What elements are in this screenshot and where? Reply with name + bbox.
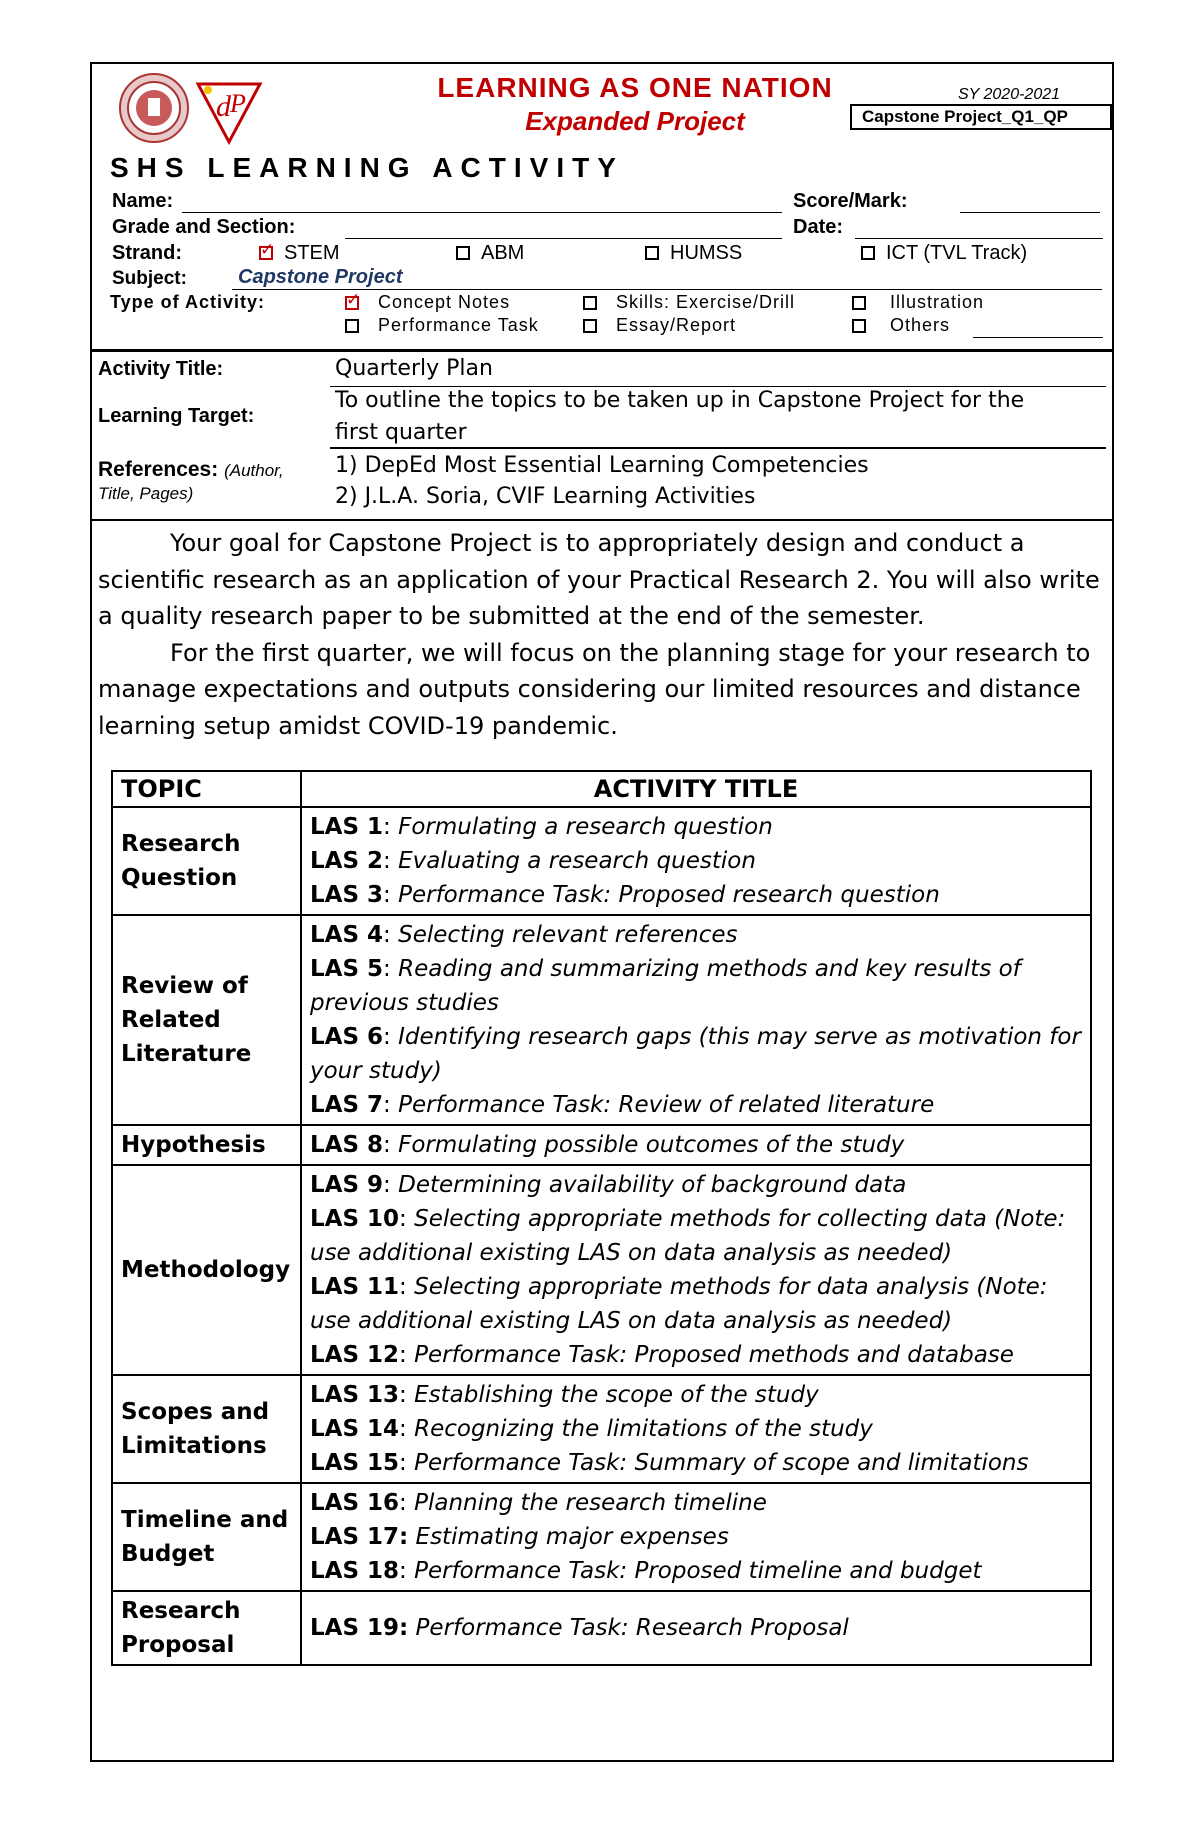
- las-description: Estimating major expenses: [415, 1524, 729, 1550]
- las-separator: :: [383, 922, 399, 948]
- type-others-label: Others: [890, 315, 951, 335]
- divider: [90, 349, 1114, 352]
- topic-cell: Research Proposal: [112, 1591, 301, 1665]
- sheet-title: SHS LEARNING ACTIVITY: [110, 152, 624, 183]
- las-number: LAS 16: [310, 1490, 400, 1516]
- type-essay-checkbox[interactable]: [583, 319, 597, 333]
- las-separator: :: [383, 814, 399, 840]
- las-description: Selecting relevant references: [398, 922, 738, 948]
- table-row: [112, 1483, 1091, 1591]
- references-note2: Title, Pages): [98, 484, 194, 503]
- activity-item: [310, 844, 1082, 878]
- type-concept-notes-label: Concept Notes: [378, 292, 511, 312]
- name-field[interactable]: [182, 212, 782, 213]
- type-performance-task-checkbox[interactable]: [345, 319, 359, 333]
- date-field[interactable]: [855, 238, 1103, 239]
- las-number: LAS 18: [310, 1558, 400, 1584]
- las-number: LAS 3: [310, 882, 384, 908]
- quarterly-plan-table: [111, 770, 1092, 1666]
- subject-value: Capstone Project: [238, 266, 403, 288]
- table-row: [112, 1125, 1091, 1165]
- paragraph-1: Your goal for Capstone Project is to appropriately design and conduct a scientific research as an application of your Practical Research 2. You will also write a quality research paper to be submitted at the end of the semester.: [98, 529, 1100, 630]
- las-separator: :: [383, 1132, 399, 1158]
- las-separator: :: [399, 1490, 415, 1516]
- las-number: LAS 6: [310, 1024, 384, 1050]
- las-separator: :: [399, 1206, 415, 1232]
- activity-item: [310, 1446, 1082, 1480]
- activity-item: [310, 1202, 1082, 1270]
- type-skills-label: Skills: Exercise/Drill: [616, 292, 796, 312]
- svg-text:d: d: [216, 90, 231, 123]
- subject-label: Subject:: [112, 268, 187, 289]
- las-number: LAS 8: [310, 1132, 384, 1158]
- activity-cell: [301, 1483, 1091, 1591]
- las-description: Reading and summarizing methods and key results of previous studies: [310, 956, 1021, 1016]
- reference-2: 2) J.L.A. Soria, CVIF Learning Activities: [335, 484, 756, 509]
- activity-item: [310, 1486, 1082, 1520]
- activity-title-label: Activity Title:: [98, 358, 224, 380]
- strand-humss-checkbox[interactable]: [645, 246, 659, 260]
- body-text: [98, 525, 1103, 744]
- references-label: References:: [98, 458, 219, 481]
- type-others-checkbox[interactable]: [852, 319, 866, 333]
- las-description: Performance Task: Proposed methods and database: [414, 1342, 1014, 1368]
- reference-1: 1) DepEd Most Essential Learning Competencies: [335, 453, 869, 478]
- las-number: LAS 11: [310, 1274, 400, 1300]
- learning-target-line: [330, 447, 1106, 449]
- divider: [90, 519, 1114, 521]
- table-header-row: [112, 771, 1091, 807]
- activity-cell: [301, 1125, 1091, 1165]
- score-field[interactable]: [960, 212, 1100, 213]
- table-row: [112, 807, 1091, 915]
- las-description: Evaluating a research question: [398, 848, 756, 874]
- activity-item: [310, 918, 1082, 952]
- school-year: SY 2020-2021: [958, 86, 1061, 103]
- activity-item: [310, 1412, 1082, 1446]
- doc-code: Capstone Project_Q1_QP: [850, 104, 1112, 130]
- activity-item: [310, 1168, 1082, 1202]
- las-separator: :: [399, 1416, 415, 1442]
- name-label: Name:: [112, 190, 174, 212]
- activity-column-header: ACTIVITY TITLE: [301, 771, 1091, 807]
- las-separator: :: [383, 882, 399, 908]
- learning-target-line2: first quarter: [335, 420, 467, 445]
- type-concept-notes-checkbox[interactable]: [345, 296, 359, 310]
- las-description: Determining availability of background data: [398, 1172, 907, 1198]
- las-description: Performance Task: Proposed timeline and budget: [414, 1558, 982, 1584]
- type-essay-label: Essay/Report: [616, 315, 737, 335]
- strand-ict-label: ICT (TVL Track): [886, 242, 1028, 264]
- las-number: LAS 12: [310, 1342, 400, 1368]
- las-number: LAS 15: [310, 1450, 400, 1476]
- las-number: LAS 17:: [310, 1524, 409, 1550]
- activity-item: [310, 810, 1082, 844]
- las-number: LAS 4: [310, 922, 384, 948]
- activity-item: [310, 878, 1082, 912]
- las-description: Establishing the scope of the study: [414, 1382, 819, 1408]
- type-skills-checkbox[interactable]: [583, 296, 597, 310]
- activity-title-value: Quarterly Plan: [335, 356, 493, 381]
- activity-item: [310, 1128, 1082, 1162]
- score-label: Score/Mark:: [793, 190, 908, 212]
- las-separator: :: [383, 956, 399, 982]
- table-row: [112, 1165, 1091, 1375]
- las-separator: :: [399, 1558, 415, 1584]
- activity-cell: [301, 1165, 1091, 1375]
- strand-label: Strand:: [112, 242, 182, 264]
- activity-item: [310, 1520, 1082, 1554]
- activity-item: [310, 1378, 1082, 1412]
- las-description: Selecting appropriate methods for collecting data (Note: use additional existing LAS on data analysis as needed): [310, 1206, 1066, 1266]
- activity-type-label: Type of Activity:: [110, 292, 266, 312]
- topic-cell: Research Question: [112, 807, 301, 915]
- table-row: [112, 915, 1091, 1125]
- strand-stem-label: STEM: [284, 242, 340, 264]
- las-separator: [408, 1524, 415, 1550]
- deped-logo: [194, 76, 264, 146]
- topic-cell: Scopes and Limitations: [112, 1375, 301, 1483]
- las-separator: :: [399, 1450, 415, 1476]
- svg-text:P: P: [230, 89, 246, 118]
- las-separator: :: [399, 1274, 415, 1300]
- las-number: LAS 10: [310, 1206, 400, 1232]
- activity-item: [310, 1088, 1082, 1122]
- table-row: [112, 1591, 1091, 1665]
- type-performance-task-label: Performance Task: [378, 315, 539, 335]
- las-number: LAS 14: [310, 1416, 400, 1442]
- topic-column-header: TOPIC: [112, 771, 301, 807]
- table-row: [112, 1375, 1091, 1483]
- strand-ict-checkbox[interactable]: [861, 246, 875, 260]
- las-number: LAS 2: [310, 848, 384, 874]
- las-separator: [408, 1615, 415, 1641]
- strand-humss-label: HUMSS: [670, 242, 743, 264]
- type-illustration-checkbox[interactable]: [852, 296, 866, 310]
- las-description: Performance Task: Proposed research question: [398, 882, 940, 908]
- las-separator: :: [383, 1024, 399, 1050]
- activity-item: [310, 1611, 1082, 1645]
- las-number: LAS 5: [310, 956, 384, 982]
- activity-title-line: [330, 386, 1106, 387]
- references-label-group: [98, 458, 284, 482]
- las-description: Performance Task: Summary of scope and limitations: [414, 1450, 1029, 1476]
- activity-item: [310, 1020, 1082, 1088]
- paragraph-2: For the first quarter, we will focus on the planning stage for your research to manage expectations and outputs considering our limited resources and distance learning setup amidst COVID-19 pandemic.: [98, 638, 1091, 740]
- activity-item: [310, 1554, 1082, 1588]
- las-number: LAS 19:: [310, 1615, 409, 1641]
- activity-cell: [301, 915, 1091, 1125]
- others-field[interactable]: [973, 337, 1103, 338]
- las-description: Selecting appropriate methods for data analysis (Note: use additional existing LAS on data analysis as needed): [310, 1274, 1048, 1334]
- activity-item: [310, 952, 1082, 1020]
- las-separator: :: [383, 1172, 399, 1198]
- las-number: LAS 9: [310, 1172, 384, 1198]
- project-subtitle: Expanded Project: [525, 106, 745, 136]
- org-title: LEARNING AS ONE NATION: [437, 72, 833, 103]
- grade-label: Grade and Section:: [112, 216, 296, 238]
- las-separator: :: [399, 1342, 415, 1368]
- date-label: Date:: [793, 216, 844, 238]
- activity-item: [310, 1338, 1082, 1372]
- learning-target-line1: To outline the topics to be taken up in Capstone Project for the: [335, 388, 1025, 413]
- las-description: Performance Task: Research Proposal: [415, 1615, 849, 1641]
- topic-cell: Methodology: [112, 1165, 301, 1375]
- las-description: Formulating a research question: [398, 814, 773, 840]
- las-number: LAS 13: [310, 1382, 400, 1408]
- las-description: Recognizing the limitations of the study: [414, 1416, 873, 1442]
- activity-cell: [301, 807, 1091, 915]
- strand-abm-checkbox[interactable]: [456, 246, 470, 260]
- las-description: Planning the research timeline: [414, 1490, 767, 1516]
- topic-cell: Timeline and Budget: [112, 1483, 301, 1591]
- las-separator: :: [383, 1092, 399, 1118]
- subject-line: [232, 289, 1102, 290]
- references-note: (Author,: [224, 461, 284, 480]
- las-description: Performance Task: Review of related literature: [398, 1092, 935, 1118]
- activity-item: [310, 1270, 1082, 1338]
- las-separator: :: [383, 848, 399, 874]
- las-description: Formulating possible outcomes of the study: [398, 1132, 905, 1158]
- grade-field[interactable]: [345, 238, 782, 239]
- las-number: LAS 1: [310, 814, 384, 840]
- activity-cell: [301, 1591, 1091, 1665]
- las-separator: :: [399, 1382, 415, 1408]
- learning-target-label: Learning Target:: [98, 405, 255, 427]
- topic-cell: Review of Related Literature: [112, 915, 301, 1125]
- type-illustration-label: Illustration: [890, 292, 985, 312]
- topic-cell: Hypothesis: [112, 1125, 301, 1165]
- las-number: LAS 7: [310, 1092, 384, 1118]
- strand-abm-label: ABM: [481, 242, 525, 264]
- las-description: Identifying research gaps (this may serve as motivation for your study): [310, 1024, 1081, 1084]
- school-seal-logo: [118, 72, 190, 144]
- strand-stem-checkbox[interactable]: [259, 246, 273, 260]
- activity-cell: [301, 1375, 1091, 1483]
